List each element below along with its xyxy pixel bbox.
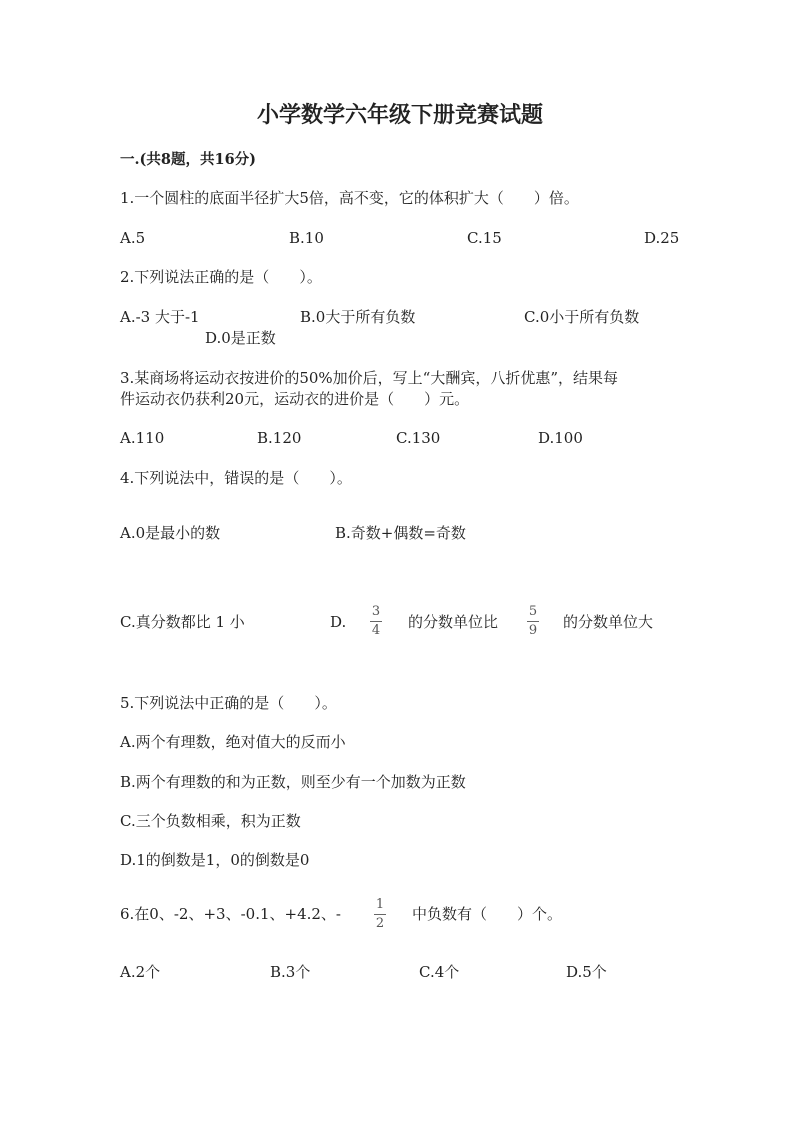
question-3-option-d[interactable]: D.100 bbox=[538, 429, 583, 447]
question-6-option-d[interactable]: D.5个 bbox=[566, 963, 607, 981]
question-6-option-b[interactable]: B.3个 bbox=[270, 963, 311, 981]
fraction-numerator: 1 bbox=[375, 897, 385, 912]
question-4-option-a[interactable]: A.0是最小的数 bbox=[120, 524, 221, 542]
question-2-option-a[interactable]: A.-3 大于-1 bbox=[120, 308, 200, 326]
question-5-stem: 5.下列说法中正确的是（ ）。 bbox=[120, 694, 337, 712]
question-4-option-d-label[interactable]: D. bbox=[330, 613, 347, 631]
question-4-option-c[interactable]: C.真分数都比 1 小 bbox=[120, 613, 245, 631]
fraction-denominator: 4 bbox=[371, 623, 381, 638]
question-5-option-c[interactable]: C.三个负数相乘，积为正数 bbox=[120, 812, 301, 830]
question-4-option-d-middle: 的分数单位比 bbox=[408, 613, 499, 631]
fraction-three-quarters bbox=[369, 605, 383, 638]
question-1-stem: 1.一个圆柱的底面半径扩大5倍，高不变，它的体积扩大（ ）倍。 bbox=[120, 189, 579, 207]
question-4-stem: 4.下列说法中，错误的是（ ）。 bbox=[120, 469, 352, 487]
fraction-one-half bbox=[373, 898, 387, 931]
fraction-bar bbox=[527, 621, 539, 622]
question-6-option-a[interactable]: A.2个 bbox=[120, 963, 161, 981]
question-3-option-a[interactable]: A.110 bbox=[120, 429, 165, 447]
fraction-bar bbox=[374, 914, 386, 915]
question-6-option-c[interactable]: C.4个 bbox=[419, 963, 460, 981]
fraction-numerator: 5 bbox=[528, 604, 538, 619]
section-heading: 一.(共8题，共16分) bbox=[120, 151, 257, 168]
question-5-option-b[interactable]: B.两个有理数的和为正数，则至少有一个加数为正数 bbox=[120, 773, 466, 791]
question-4-option-b[interactable]: B.奇数+偶数=奇数 bbox=[335, 524, 466, 542]
question-1-option-b[interactable]: B.10 bbox=[289, 229, 324, 247]
question-4-option-d-suffix: 的分数单位大 bbox=[563, 613, 654, 631]
question-2-stem: 2.下列说法正确的是（ ）。 bbox=[120, 268, 322, 286]
fraction-bar bbox=[370, 621, 382, 622]
question-3-option-b[interactable]: B.120 bbox=[257, 429, 302, 447]
question-2-option-d[interactable]: D.0是正数 bbox=[205, 329, 276, 347]
page-title: 小学数学六年级下册竞赛试题 bbox=[256, 102, 543, 128]
question-5-option-d[interactable]: D.1的倒数是1，0的倒数是0 bbox=[120, 851, 310, 869]
question-2-option-b[interactable]: B.0大于所有负数 bbox=[300, 308, 416, 326]
fraction-denominator: 2 bbox=[375, 916, 385, 931]
question-1-option-a[interactable]: A.5 bbox=[120, 229, 146, 247]
fraction-five-ninths bbox=[526, 605, 540, 638]
question-6-stem-suffix: 中负数有（ ）个。 bbox=[412, 905, 563, 923]
question-2-option-c[interactable]: C.0小于所有负数 bbox=[524, 308, 640, 326]
question-3-option-c[interactable]: C.130 bbox=[396, 429, 441, 447]
question-1-option-c[interactable]: C.15 bbox=[467, 229, 502, 247]
fraction-numerator: 3 bbox=[371, 604, 381, 619]
fraction-denominator: 9 bbox=[528, 623, 538, 638]
question-5-option-a[interactable]: A.两个有理数，绝对值大的反而小 bbox=[120, 733, 346, 751]
question-1-option-d[interactable]: D.25 bbox=[644, 229, 680, 247]
question-6-stem-prefix: 6.在0、-2、+3、-0.1、+4.2、- bbox=[120, 905, 341, 923]
question-3-stem-line2: 件运动衣仍获利20元，运动衣的进价是（ ）元。 bbox=[120, 390, 470, 408]
question-3-stem-line1: 3.某商场将运动衣按进价的50%加价后，写上“大酬宾，八折优惠”，结果每 bbox=[120, 369, 618, 387]
